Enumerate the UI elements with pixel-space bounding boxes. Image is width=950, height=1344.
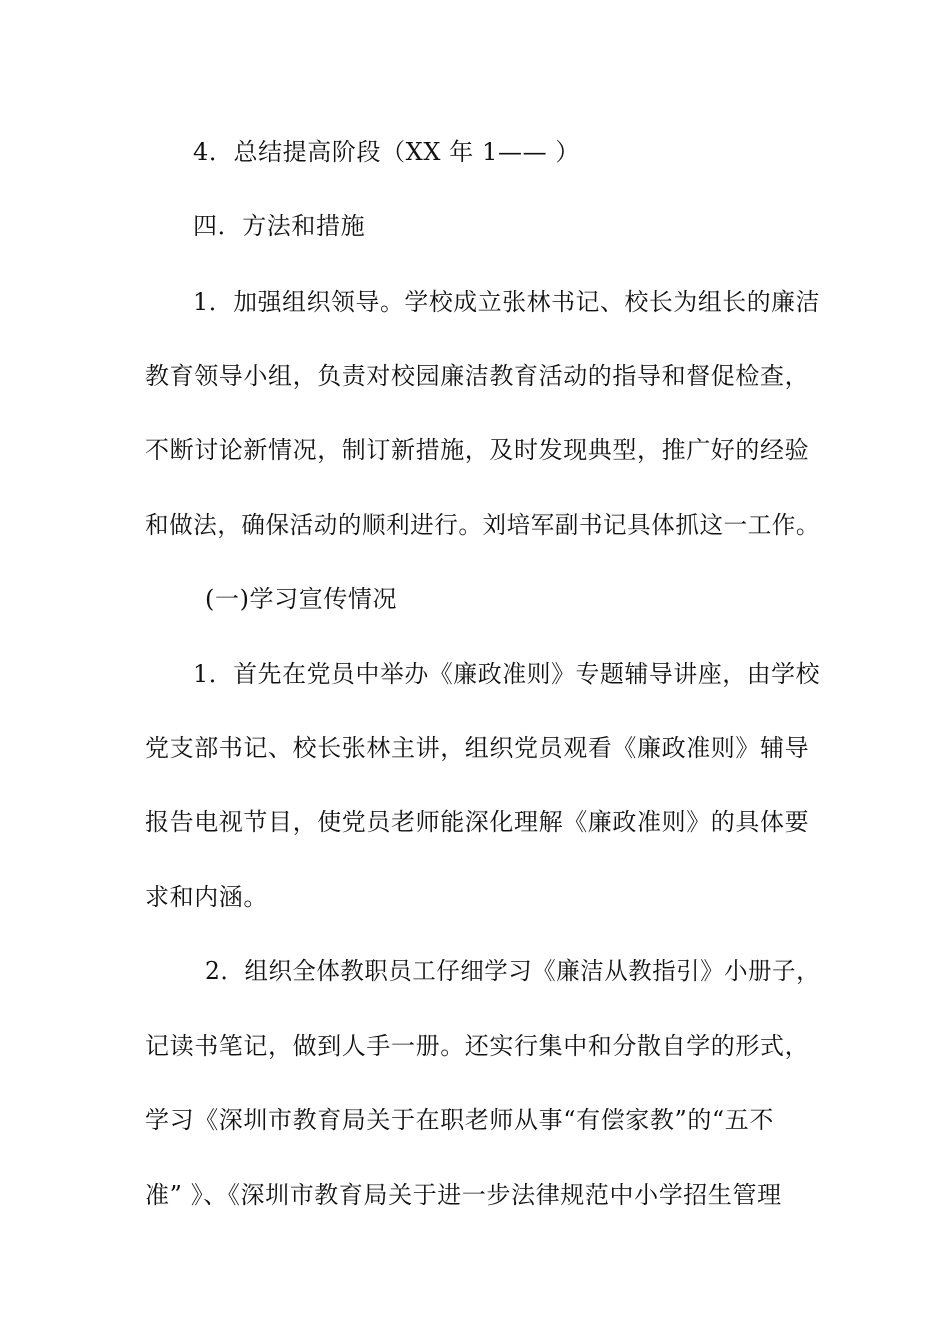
text-line: 1．首先在党员中举办《廉政准则》专题辅导讲座，由学校 [193,660,821,688]
text-line: 2．组织全体教职员工仔细学习《廉洁从教指引》小册子， [205,957,821,985]
text-line: 1．加强组织领导。学校成立张林书记、校长为组长的廉洁 [193,288,821,316]
section-heading: 四．方法和措施 [193,212,366,240]
text-line: 和做法，确保活动的顺利进行。刘培军副书记具体抓这一工作。 [145,511,821,539]
text-line: 教育领导小组，负责对校园廉洁教育活动的指导和督促检查， [145,362,810,390]
text-line: 不断讨论新情况，制订新措施，及时发现典型，推广好的经验 [145,436,810,464]
text-line: 记读书笔记，做到人手一册。还实行集中和分散自学的形式， [145,1032,810,1060]
text-line: 求和内涵。 [145,883,268,911]
text-line: 党支部书记、校长张林主讲，组织党员观看《廉政准则》辅导 [145,734,810,762]
text-line: 准” 》、《深圳市教育局关于进一步法律规范中小学招生管理 [145,1181,782,1209]
text-line: 报告电视节目，使党员老师能深化理解《廉政准则》的具体要 [145,808,810,836]
subsection-heading: (一)学习宣传情况 [205,585,398,613]
text-line: 学习《深圳市教育局关于在职老师从事“有偿家教”的“五不 [145,1106,775,1134]
text-line: 4．总结提高阶段（XX 年 1—— ） [193,138,580,166]
